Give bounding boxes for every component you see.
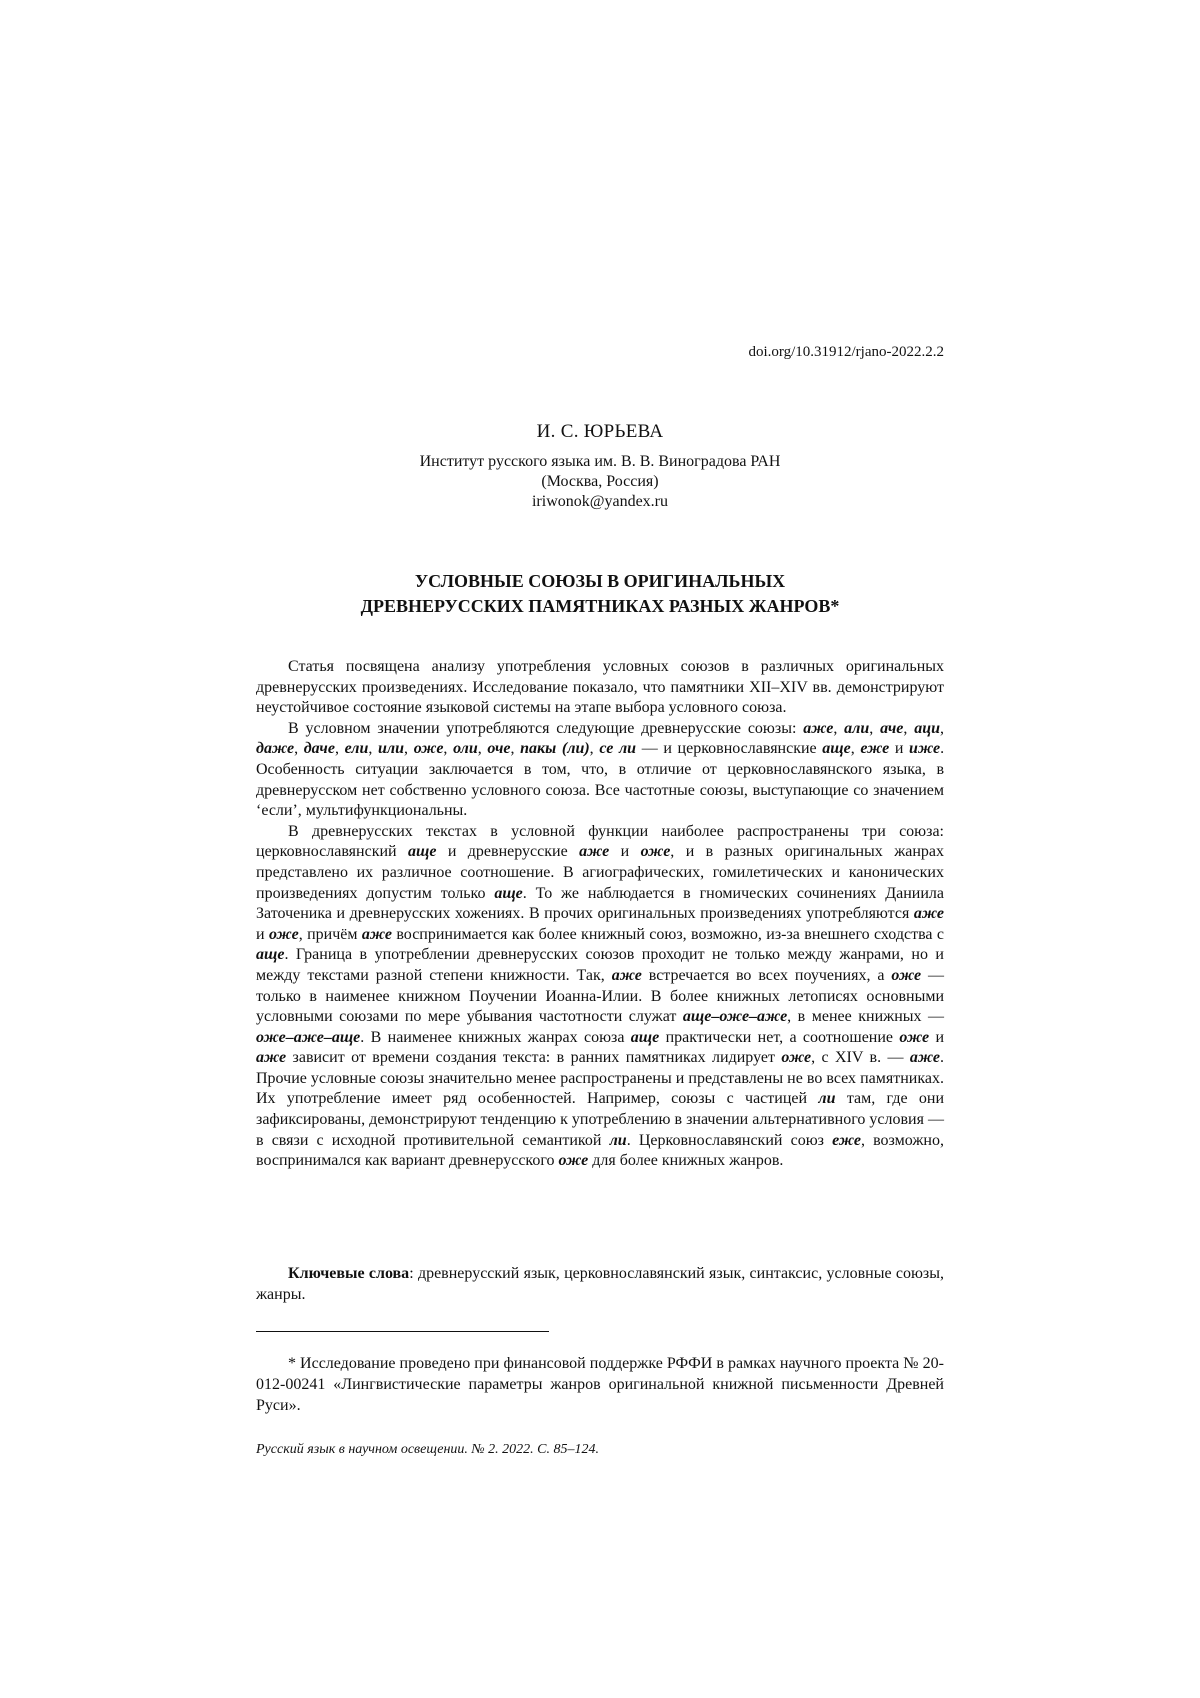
keywords-text: : древнерусский язык, церковнославянский язык, синтаксис, условные союзы, жанры. — [256, 1265, 944, 1303]
keywords — [256, 1264, 944, 1305]
author-institution: Институт русского языка им. В. В. Виноградова РАН — [419, 453, 781, 470]
abstract-paragraph-3: В древнерусских текстах в условной функции наиболее распространены три союза: церковнославянский аще и древнерусские аже и оже, и в разных оригинальных жанрах представлено их различное соотношение. В агиографических, гомилетических и канонических произведениях допустим только аще. То же наблюдается в гномических сочинениях Даниила Заточеника и древнерусских хожениях. В прочих оригинальных произведениях употребляются аже и оже, причём аже воспринимается как более книжный союз, возможно, из-за внешнего сходства с аще. Граница в употреблении древнерусских союзов проходит не только между жанрами, но и между текстами разной степени книжности. Так, аже встречается во всех поучениях, а оже — только в наименее книжном Поучении Иоанна-Илии. В более книжных летописях основными условными союзами по мере убывания частотности служат аще–оже–аже, в менее книжных — оже–аже–аще. В наименее книжных жанрах союза аще практически нет, а соотношение оже и аже зависит от времени создания текста: в ранних памятниках лидирует оже, с XIV в. — аже. Прочие условные союзы значительно менее распространены и представлены не во всех памятниках. Их употребление имеет ряд особенностей. Например, союзы с частицей ли там, где они зафиксированы, демонстрируют тенденцию к употреблению в значении альтернативного условия — в связи с исходной противительной семантикой ли. Церковнославянский союз еже, возможно, воспринимался как вариант древнерусского оже для более книжных жанров. — [256, 822, 945, 1170]
author-block — [256, 420, 944, 512]
footnote-divider — [256, 1331, 549, 1332]
article-page — [256, 0, 944, 1698]
doi-link[interactable]: doi.org/10.31912/rjano-2022.2.2 — [748, 344, 944, 360]
title-line-1: УСЛОВНЫЕ СОЮЗЫ В ОРИГИНАЛЬНЫХ — [414, 571, 786, 591]
journal-citation: Русский язык в научном освещении. № 2. 2022. С. 85–124. — [256, 1442, 599, 1457]
author-name: И. С. ЮРЬЕВА — [536, 421, 664, 442]
keywords-label: Ключевые слова — [288, 1265, 410, 1282]
author-location: (Москва, Россия) — [541, 473, 659, 490]
abstract — [256, 657, 944, 1172]
funding-footnote: * Исследование проведено при финансовой поддержке РФФИ в рамках научного проекта № 20-012-00241 «Лингвистические параметры жанров оригинальной книжной письменности Древней Руси». — [256, 1355, 944, 1414]
abstract-paragraph-1: Статья посвящена анализу употребления условных союзов в различных оригинальных древнерусских произведениях. Исследование показало, что памятники XII–XIV вв. демонстрируют неустойчивое состояние языковой системы на этапе выбора условного союза. — [256, 658, 944, 717]
abstract-paragraph-2: В условном значении употребляются следующие древнерусские союзы: аже, али, аче, аци, даже, даче, ели, или, оже, оли, оче, пакы (ли), се ли — и церковнославянские аще, еже и иже. Особенность ситуации заключается в том, что, в отличие от церковнославянского языка, в древнерусском нет собственно условного союза. Все частотные союзы, выступающие со значением ‘если’, мультифункциональны. — [256, 719, 945, 820]
title-line-2: ДРЕВНЕРУССКИХ ПАМЯТНИКАХ РАЗНЫХ ЖАНРОВ* — [360, 596, 840, 616]
author-email[interactable]: iriwonok@yandex.ru — [531, 493, 669, 510]
article-title — [256, 569, 944, 619]
